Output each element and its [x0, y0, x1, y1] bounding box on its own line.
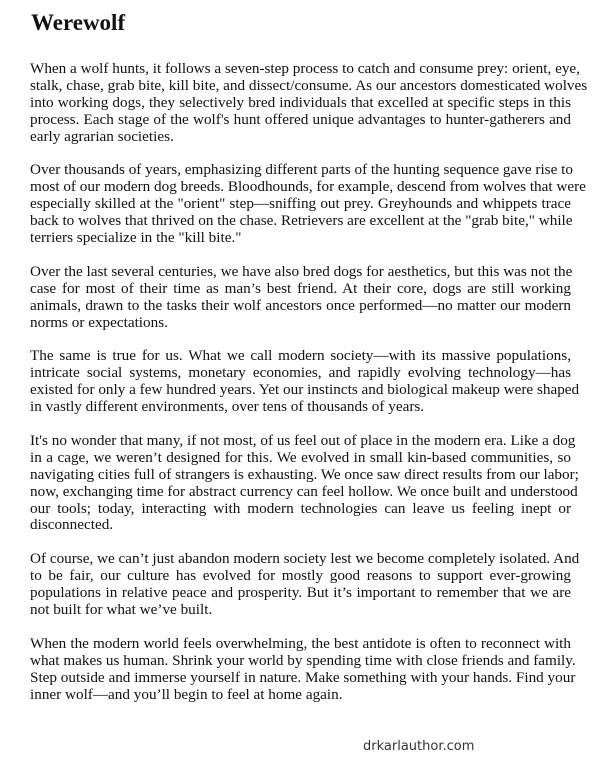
text-line: When a wolf hunts, it follows a seven-step process to catch and consume prey: orient, eye,	[30, 60, 580, 77]
text-line: populations in relative peace and prosperity. But it’s important to remember that we are	[30, 584, 571, 602]
text-line: case for most of their time as man’s best friend. At their core, dogs are still working	[30, 279, 571, 297]
text-line: navigating cities full of strangers is exhausting. We once saw direct results from our labor;	[30, 465, 579, 483]
text-line: in vastly different environments, over tens of thousands of years.	[30, 398, 425, 416]
paragraph	[30, 634, 576, 704]
text-line: The same is true for us. What we call modern society—with its massive populations,	[30, 347, 571, 365]
text-line: especially skilled at the "orient" step—sniffing out prey. Greyhounds and whippets trace	[30, 195, 571, 213]
text-line: into working dogs, they selectively bred individuals that excelled at specific steps in this	[30, 93, 571, 111]
paragraph	[30, 60, 588, 145]
text-line: process. Each stage of the wolf's hunt offered unique advantages to hunter-gatherers and	[30, 110, 571, 128]
paragraph	[30, 264, 571, 332]
text-line: not built for what we’ve built.	[30, 601, 213, 619]
paragraph	[30, 161, 586, 247]
text-line: early agrarian societies.	[30, 127, 174, 145]
text-line: terriers specialize in the "kill bite."	[30, 229, 242, 247]
text-line: It's no wonder that many, if not most, of us feel out of place in the modern era. Like a dog	[30, 432, 576, 450]
footer-website: drkarlauthor.com	[363, 739, 475, 754]
text-line: inner wolf—and you’ll begin to feel at home again.	[30, 685, 343, 703]
text-line: our tools; today, interacting with modern technologies can leave us feeling inept or	[30, 499, 571, 517]
text-line: now, exchanging time for abstract currency can feel hollow. We once built and understood	[30, 482, 578, 500]
page-title: Werewolf	[31, 10, 126, 35]
paragraph	[30, 432, 579, 534]
article-body	[30, 60, 588, 721]
text-line: existed for only a few hundred years. Yet our instincts and biological makeup were shaped	[30, 381, 580, 399]
text-line: intricate social systems, monetary economies, and rapidly evolving technology—has	[30, 364, 571, 382]
text-line: Of course, we can’t just abandon modern society lest we become completely isolated. And	[30, 550, 580, 568]
text-line: Over thousands of years, emphasizing different parts of the hunting sequence gave rise to	[30, 161, 573, 179]
text-line: Over the last several centuries, we have also bred dogs for aesthetics, but this was not the	[30, 262, 573, 280]
text-line: stalk, chase, grab bite, kill bite, and dissect/consume. As our ancestors domesticated wolves	[30, 76, 588, 94]
text-line: most of our modern dog breeds. Bloodhounds, for example, descend from wolves that were	[30, 178, 586, 196]
paragraph	[30, 550, 580, 619]
text-line: back to wolves that thrived on the chase. Retrievers are excellent at the "grab bite," while	[30, 212, 573, 230]
text-line: disconnected.	[30, 516, 114, 534]
text-line: norms or expectations.	[30, 313, 168, 331]
text-line: to be fair, our culture has evolved for mostly good reasons to support ever-growing	[30, 567, 571, 585]
text-line: When the modern world feels overwhelming, the best antidote is often to reconnect with	[30, 634, 571, 652]
text-line: Step outside and immerse yourself in nature. Make something with your hands. Find your	[30, 668, 576, 686]
text-line: what makes us human. Shrink your world by spending time with close friends and family.	[30, 651, 576, 669]
text-line: animals, drawn to the tasks their wolf ancestors once performed—no matter our modern	[30, 296, 571, 314]
paragraph	[30, 347, 580, 416]
text-line: in a cage, we weren’t designed for this. We evolved in small kin-based communities, so	[30, 448, 571, 466]
